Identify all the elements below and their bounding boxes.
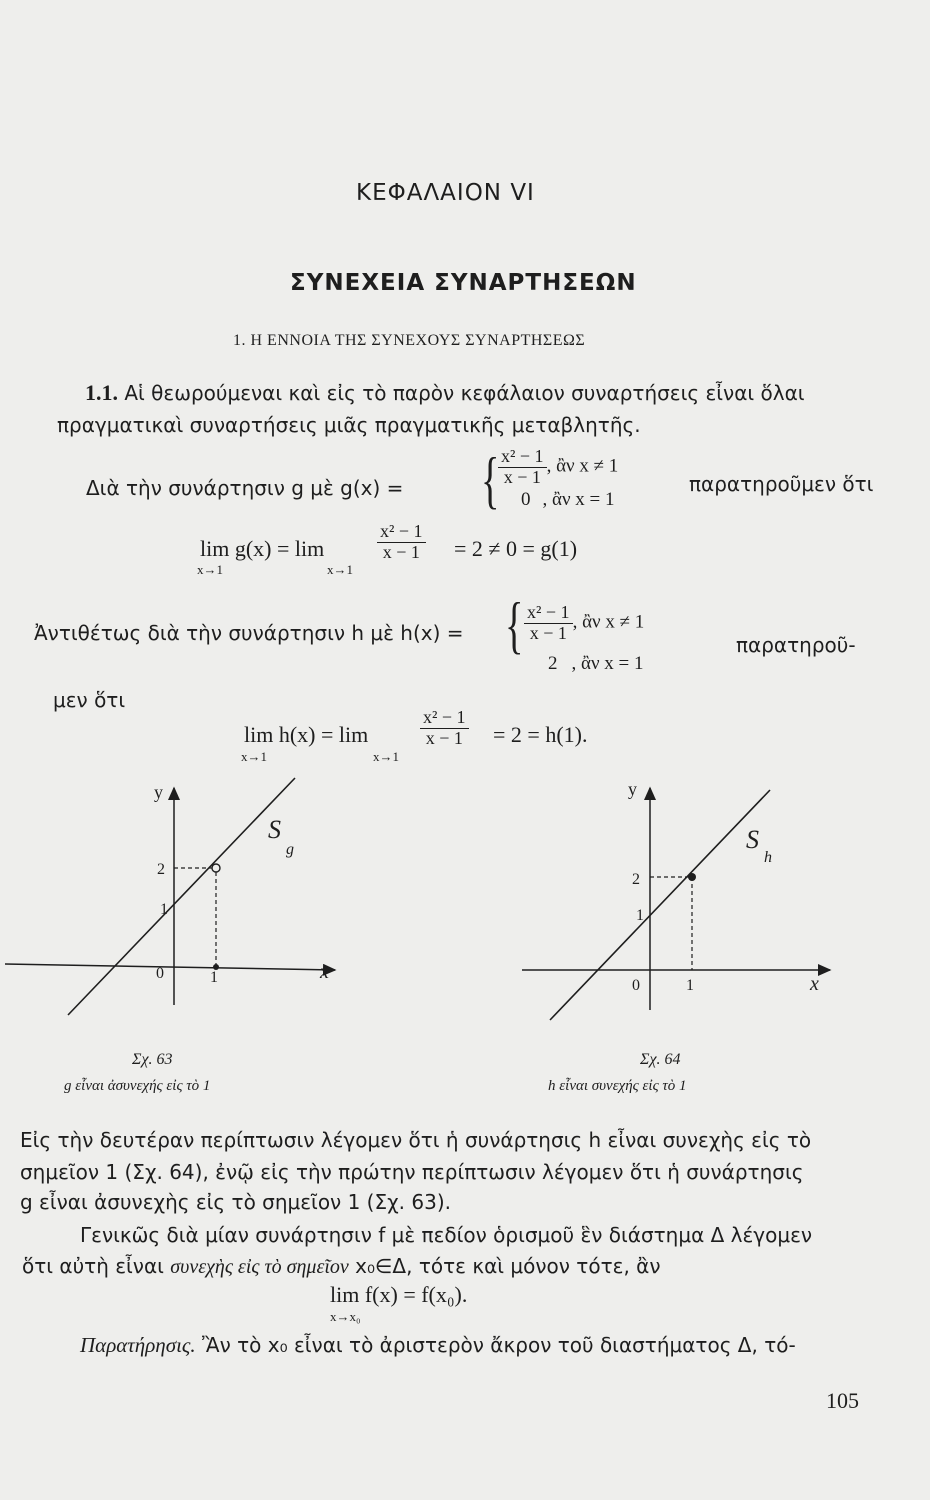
remark-label: Παρατήρησις. [80,1333,196,1357]
h-case2-cond: , ἂν x = 1 [571,653,644,674]
left-tick-2: 2 [157,861,165,878]
h-def-intro: Ἀντιθέτως διὰ τὴν συνάρτησιν h μὲ h(x) = [34,621,464,645]
page-number: 105 [826,1388,859,1413]
g-def-brace: { [481,444,500,515]
g-def-case1 [498,447,618,488]
right-x-label: x [810,973,819,995]
h-limit-sub1: x→1 [241,749,267,764]
section-heading: 1. Η ΕΝΝΟΙΑ ΤΗΣ ΣΥΝΕΧΟΥΣ ΣΥΝΑΡΤΗΣΕΩΣ [233,332,586,349]
h-limit-left: lim h(x) = lim [244,722,369,747]
h-def-brace: { [505,589,524,660]
h-def-continuation: μεν ὅτι [53,688,126,712]
g-case2-cond: , ἂν x = 1 [542,489,615,510]
chapter-title: ΣΥΝΕΧΕΙΑ ΣΥΝΑΡΤΗΣΕΩΝ [290,270,637,296]
figures-svg [0,770,930,1100]
left-curve-label: S [268,815,281,844]
g-limit-den: x − 1 [382,541,420,562]
h-def-case2 [548,653,644,675]
figure-right [522,779,830,1094]
g-limit-sub2: x→1 [327,562,353,577]
right-curve-sub: h [764,849,772,866]
para2-line3: g εἶναι ἀσυνεχὴς εἰς τὸ σημεῖον 1 (Σχ. 63). [20,1190,451,1214]
right-y-label: y [628,779,637,799]
g-limit-sub1: x→1 [197,562,223,577]
para3-line2-italic: συνεχὴς εἰς τὸ σημεῖον [170,1256,349,1278]
h-limit-rhs: = 2 = h(1). [493,722,588,747]
h-def-tail: παρατηροῦ- [736,633,856,657]
h-limit-den: x − 1 [425,727,463,748]
chapter-label: ΚΕΦΑΛΑΙΟΝ VI [356,180,535,206]
para3-line2a: ὅτι αὐτὴ εἶναι [22,1254,164,1278]
para1-line2: πραγματικαὶ συναρτήσεις μιᾶς πραγματικῆς μεταβλητῆς. [57,413,641,437]
right-caption-num: Σχ. 64 [640,1051,681,1068]
remark-text: Ἂν τὸ x₀ εἶναι τὸ ἀριστερὸν ἄκρον τοῦ διαστήματος Δ, τό- [202,1333,796,1357]
para2-line1: Εἰς τὴν δευτέραν περίπτωσιν λέγομεν ὅτι ἡ συνάρτησις h εἶναι συνεχὴς εἰς τὸ [20,1128,812,1152]
f-limit-sub: x→x₀ [330,1309,361,1324]
h-case1-den: x − 1 [529,622,567,643]
para1-line1 [85,380,805,406]
para1-text: Αἱ θεωρούμεναι καὶ εἰς τὸ παρὸν κεφάλαιον συναρτήσεις εἶναι ὅλαι [124,381,805,405]
h-case1-cond: , ἂν x ≠ 1 [572,611,645,633]
right-curve-label: S [746,825,759,854]
para3-line2 [22,1254,661,1279]
g-limit-frac [377,522,426,563]
h-case1-num: x² − 1 [524,603,573,624]
left-x-axis [5,964,335,970]
h-def-case1 [524,603,644,644]
right-line-h [550,790,770,1020]
h-limit-num: x² − 1 [420,708,469,729]
para3-line2b: x₀∈Δ, τότε καὶ μόνον τότε, ἂν [355,1254,661,1278]
figure-left [5,778,335,1094]
h-case2-val: 2 [548,653,558,674]
para2-line2: σημεῖον 1 (Σχ. 64), ἐνῷ εἰς τὴν πρώτην περίπτωσιν λέγομεν ὅτι ἡ συνάρτησις [20,1160,804,1184]
g-def-tail: παρατηροῦμεν ὅτι [689,472,874,496]
left-x-label: x [320,961,329,983]
right-tick-0: 0 [632,977,640,994]
right-caption-text: h εἶναι συνεχής εἰς τὸ 1 [548,1078,687,1094]
h-limit-sub2: x→1 [373,749,399,764]
left-tick-x1: 1 [210,969,218,986]
h-limit-frac [420,708,469,749]
g-case1-num: x² − 1 [498,447,547,468]
g-limit-rhs: = 2 ≠ 0 = g(1) [454,536,578,561]
left-y-label: y [154,782,163,802]
left-caption-num: Σχ. 63 [132,1051,173,1068]
right-tick-1: 1 [636,907,644,924]
f-limit: lim f(x) = f(x₀). [330,1282,468,1307]
para1-number: 1.1. [85,380,118,405]
g-limit-num: x² − 1 [377,522,426,543]
g-limit-left: lim g(x) = lim [200,536,325,561]
g-def-intro: Διὰ τὴν συνάρτησιν g μὲ g(x) = [86,476,404,500]
right-tick-x1: 1 [686,977,694,994]
g-case2-val: 0 [521,489,531,510]
left-caption-text: g εἶναι ἀσυνεχής εἰς τὸ 1 [64,1078,211,1094]
left-line-g [68,778,295,1015]
left-open-point [212,864,220,872]
right-filled-point [688,873,696,881]
para3-line1: Γενικῶς διὰ μίαν συνάρτησιν f μὲ πεδίον ὁρισμοῦ ἓν διάστημα Δ λέγομεν [80,1223,813,1247]
remark-line [80,1333,796,1358]
g-case1-den: x − 1 [503,466,541,487]
left-tick-0: 0 [156,965,164,982]
left-tick-1: 1 [160,901,168,918]
right-tick-2: 2 [632,871,640,888]
g-case1-cond: , ἂν x ≠ 1 [546,455,619,477]
left-curve-sub: g [286,841,294,858]
g-def-case2 [521,489,615,511]
